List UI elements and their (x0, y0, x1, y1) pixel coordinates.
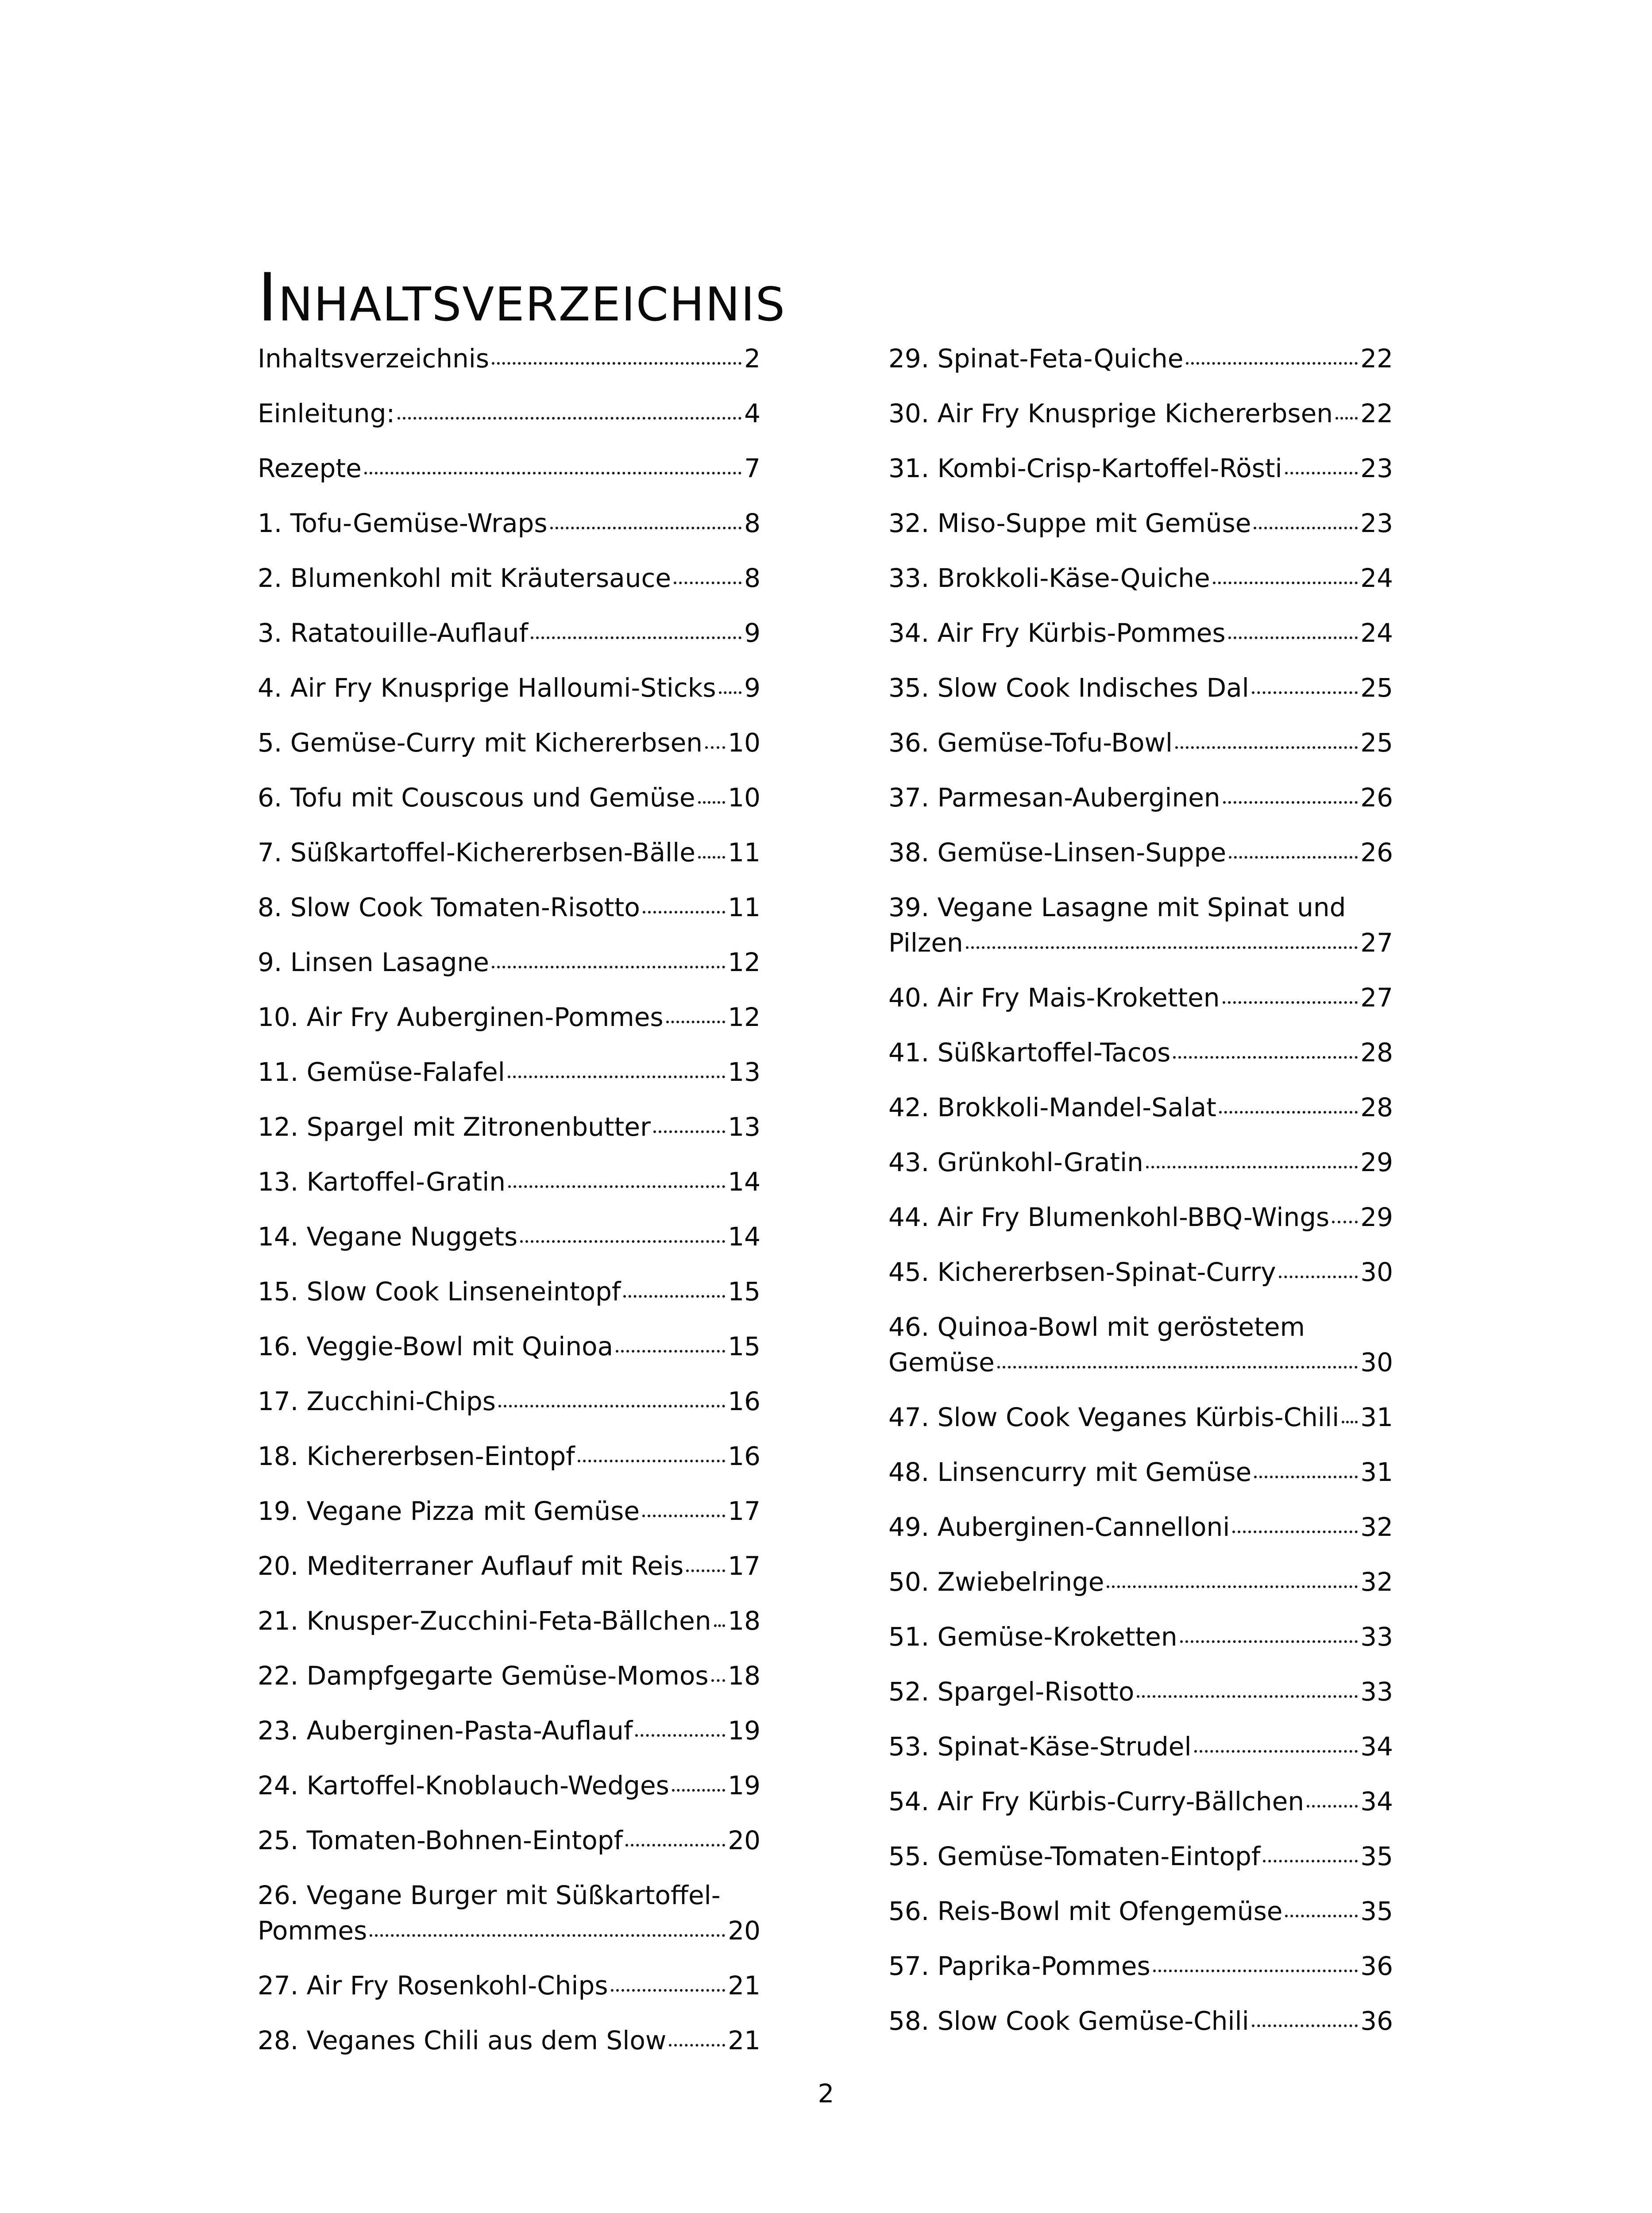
dot-leader (1285, 472, 1358, 474)
toc-entry-page: 17 (728, 1496, 760, 1526)
toc-entry-title: 21. Knusper-Zucchini-Feta-Bällchen (258, 1606, 711, 1636)
toc-entry-title: Gemüse (888, 1347, 995, 1377)
dot-leader (1194, 1750, 1358, 1753)
toc-entry-page: 23 (1360, 508, 1393, 538)
toc-entry-title: 22. Dampfgegarte Gemüse-Momos (258, 1661, 709, 1691)
toc-entry-title: 19. Vegane Pizza mit Gemüse (258, 1496, 640, 1526)
dot-leader (625, 1844, 725, 1847)
toc-entry[interactable] (888, 1400, 1393, 1435)
toc-entry-page: 21 (728, 2025, 760, 2055)
toc-entry-title: Inhaltsverzeichnis (258, 343, 490, 374)
toc-entry-page: 34 (1360, 1731, 1393, 1762)
toc-entry-page: 35 (1360, 1841, 1393, 1871)
dot-leader (966, 946, 1358, 949)
toc-entry[interactable] (888, 505, 1393, 541)
dot-leader (364, 472, 741, 474)
toc-column-left (258, 341, 760, 2078)
toc-entry-title: 52. Spargel-Risotto (888, 1677, 1135, 1707)
toc-entry-title: 9. Linsen Lasagne (258, 947, 489, 977)
toc-entry-page: 34 (1360, 1786, 1393, 1816)
toc-entry-page: 9 (744, 618, 760, 648)
toc-entry-page: 26 (1360, 783, 1393, 813)
toc-entry[interactable] (258, 835, 760, 870)
toc-column-right (888, 341, 1393, 2058)
toc-entry[interactable] (258, 1658, 760, 1693)
dot-leader (1342, 1421, 1358, 1423)
toc-entry-page: 36 (1360, 1951, 1393, 1981)
toc-entry-title: 44. Air Fry Blumenkohl-BBQ-Wings (888, 1202, 1330, 1232)
toc-entry-title: 47. Slow Cook Veganes Kürbis-Chili (888, 1402, 1339, 1432)
toc-entry[interactable] (258, 890, 760, 925)
toc-entry[interactable] (888, 1619, 1393, 1654)
toc-entry-title: 18. Kichererbsen-Eintopf (258, 1441, 575, 1471)
toc-entry-title: 12. Spargel mit Zitronenbutter (258, 1112, 651, 1142)
toc-entry-page: 24 (1360, 618, 1393, 648)
toc-entry[interactable] (888, 835, 1393, 870)
dot-leader (1228, 636, 1358, 639)
toc-entry-page: 11 (728, 892, 760, 922)
toc-entry-title: 20. Mediterraner Auflauf mit Reis (258, 1551, 684, 1581)
toc-entry[interactable] (888, 890, 1393, 960)
dot-leader (698, 801, 726, 804)
toc-entry[interactable] (258, 1054, 760, 1090)
toc-entry-title: 34. Air Fry Kürbis-Pommes (888, 618, 1226, 648)
dot-leader (1285, 1915, 1358, 1917)
toc-entry-title: 29. Spinat-Feta-Quiche (888, 343, 1184, 374)
dot-leader (508, 1185, 725, 1188)
dot-leader (1223, 1001, 1358, 1004)
dot-leader (398, 417, 741, 420)
toc-entry-page: 15 (728, 1276, 760, 1307)
toc-entry-page: 12 (728, 947, 760, 977)
toc-entry-page: 13 (728, 1112, 760, 1142)
dot-leader (711, 1679, 726, 1682)
toc-entry[interactable] (258, 2023, 760, 2058)
toc-entry[interactable] (888, 1309, 1393, 1380)
toc-entry[interactable] (888, 1784, 1393, 1819)
toc-entry[interactable] (258, 670, 760, 706)
dot-leader (1223, 801, 1358, 804)
toc-entry[interactable] (258, 1713, 760, 1748)
dot-leader (550, 527, 741, 529)
toc-entry-page: 32 (1360, 1512, 1393, 1542)
toc-entry[interactable] (888, 980, 1393, 1015)
toc-entry[interactable] (258, 451, 760, 486)
toc-entry-page: 21 (728, 1970, 760, 2001)
toc-entry-page: 11 (728, 837, 760, 867)
toc-entry-page: 19 (728, 1716, 760, 1746)
toc-entry[interactable] (258, 1878, 760, 1948)
dot-leader (1232, 1531, 1358, 1533)
toc-entry-title: 24. Kartoffel-Knoblauch-Wedges (258, 1770, 669, 1800)
toc-entry[interactable] (258, 780, 760, 815)
dot-leader (1180, 1640, 1358, 1643)
toc-entry[interactable] (888, 1035, 1393, 1070)
dot-leader (714, 1624, 726, 1627)
toc-entry-title: Pilzen (888, 928, 963, 958)
toc-entry-page: 23 (1360, 453, 1393, 483)
toc-entry-title-line: 46. Quinoa-Bowl mit geröstetem (888, 1312, 1305, 1342)
toc-entry[interactable] (258, 396, 760, 431)
toc-entry[interactable] (888, 1948, 1393, 1984)
toc-entry[interactable] (258, 1219, 760, 1254)
dot-leader (1137, 1695, 1358, 1698)
dot-leader (1219, 1111, 1358, 1114)
dot-leader (997, 1366, 1358, 1369)
dot-leader (719, 691, 741, 694)
dot-leader (666, 1021, 726, 1023)
toc-entry-title: 41. Süßkartoffel-Tacos (888, 1037, 1171, 1068)
toc-entry-page: 8 (744, 508, 760, 538)
toc-entry-title: 25. Tomaten-Bohnen-Eintopf (258, 1825, 623, 1855)
page-number: 2 (818, 2078, 834, 2109)
toc-entry-title: 56. Reis-Bowl mit Ofengemüse (888, 1896, 1283, 1926)
toc-entry[interactable] (258, 1329, 760, 1364)
toc-entry-title: 3. Ratatouille-Auflauf (258, 618, 528, 648)
dot-leader (669, 2044, 725, 2047)
toc-entry-page: 10 (728, 783, 760, 813)
toc-entry-title: 53. Spinat-Käse-Strudel (888, 1731, 1192, 1762)
toc-entry[interactable] (888, 560, 1393, 596)
toc-entry-page: 32 (1360, 1567, 1393, 1597)
dot-leader (686, 1569, 725, 1572)
toc-entry-page: 29 (1360, 1147, 1393, 1177)
dot-leader (498, 1405, 725, 1407)
toc-entry-page: 14 (728, 1222, 760, 1252)
toc-entry-page: 16 (728, 1386, 760, 1416)
dot-leader (611, 1989, 726, 1992)
dot-leader (520, 1240, 725, 1243)
toc-entry-page: 12 (728, 1002, 760, 1032)
toc-entry-page: 30 (1360, 1257, 1393, 1287)
toc-entry-title: 57. Paprika-Pommes (888, 1951, 1150, 1981)
toc-entry-title: 54. Air Fry Kürbis-Curry-Bällchen (888, 1786, 1305, 1816)
dot-leader (1307, 1805, 1358, 1808)
toc-entry-title: 10. Air Fry Auberginen-Pommes (258, 1002, 664, 1032)
dot-leader (623, 1295, 725, 1298)
toc-entry-title: 38. Gemüse-Linsen-Suppe (888, 837, 1227, 867)
toc-entry[interactable] (888, 396, 1393, 431)
dot-leader (1153, 1970, 1358, 1972)
dot-leader (698, 856, 725, 859)
toc-entry[interactable] (888, 1199, 1393, 1235)
toc-entry[interactable] (888, 1729, 1393, 1764)
toc-entry-page: 27 (1360, 928, 1393, 958)
toc-entry-title: 2. Blumenkohl mit Kräutersauce (258, 563, 672, 593)
dot-leader (1186, 362, 1358, 365)
toc-entry-page: 35 (1360, 1896, 1393, 1926)
toc-entry[interactable] (888, 341, 1393, 376)
toc-entry-page: 20 (728, 1916, 760, 1946)
toc-entry[interactable] (258, 1768, 760, 1803)
toc-entry-title: 50. Zwiebelringe (888, 1567, 1104, 1597)
toc-entry[interactable] (258, 560, 760, 596)
dot-leader (578, 1460, 726, 1462)
toc-entry[interactable] (258, 1493, 760, 1529)
toc-entry-title: 6. Tofu mit Couscous und Gemüse (258, 783, 695, 813)
toc-entry-title: 49. Auberginen-Cannelloni (888, 1512, 1230, 1542)
dot-leader (1173, 1056, 1358, 1059)
dot-leader (705, 746, 725, 749)
toc-entry[interactable] (888, 670, 1393, 706)
toc-entry-page: 13 (728, 1057, 760, 1087)
dot-leader (492, 966, 725, 968)
toc-entry-page: 31 (1360, 1457, 1393, 1487)
dot-leader (1107, 1585, 1358, 1588)
toc-entry-page: 36 (1360, 2006, 1393, 2036)
toc-entry-title: 48. Linsencurry mit Gemüse (888, 1457, 1252, 1487)
toc-entry[interactable] (888, 451, 1393, 486)
toc-entry-title: 33. Brokkoli-Käse-Quiche (888, 563, 1210, 593)
toc-entry[interactable] (258, 1384, 760, 1419)
toc-entry-page: 25 (1360, 673, 1393, 703)
toc-entry[interactable] (888, 780, 1393, 815)
toc-entry[interactable] (258, 1164, 760, 1199)
toc-entry[interactable] (258, 1109, 760, 1145)
toc-entry-title: 30. Air Fry Knusprige Kichererbsen (888, 398, 1333, 428)
dot-leader (672, 1789, 725, 1792)
toc-entry-page: 8 (744, 563, 760, 593)
toc-entry[interactable] (888, 1454, 1393, 1490)
toc-entry[interactable] (888, 615, 1393, 651)
toc-entry-page: 18 (728, 1606, 760, 1636)
toc-entry[interactable] (258, 615, 760, 651)
toc-entry-page: 27 (1360, 983, 1393, 1013)
toc-entry-title: Pommes (258, 1916, 367, 1946)
toc-entry[interactable] (258, 1968, 760, 2003)
toc-entry-page: 24 (1360, 563, 1393, 593)
toc-entry[interactable] (258, 945, 760, 980)
toc-entry-page: 18 (728, 1661, 760, 1691)
toc-entry-title: 31. Kombi-Crisp-Kartoffel-Rösti (888, 453, 1282, 483)
dot-leader (1252, 691, 1358, 694)
toc-entry[interactable] (258, 505, 760, 541)
toc-entry[interactable] (888, 1674, 1393, 1709)
page-title: Inhaltsverzeichnis (258, 259, 786, 336)
toc-entry[interactable] (888, 1254, 1393, 1290)
toc-entry[interactable] (888, 1564, 1393, 1600)
toc-entry-page: 2 (744, 343, 760, 374)
toc-entry-title: 45. Kichererbsen-Spinat-Curry (888, 1257, 1276, 1287)
toc-entry-page: 33 (1360, 1622, 1393, 1652)
toc-entry[interactable] (888, 1839, 1393, 1874)
toc-entry-page: 26 (1360, 837, 1393, 867)
toc-entry-page: 17 (728, 1551, 760, 1581)
toc-entry-page: 31 (1360, 1402, 1393, 1432)
toc-entry-page: 9 (744, 673, 760, 703)
dot-leader (1263, 1860, 1358, 1862)
toc-entry-page: 25 (1360, 728, 1393, 758)
dot-leader (1252, 2024, 1358, 2027)
toc-entry[interactable] (888, 2003, 1393, 2039)
toc-entry[interactable] (258, 341, 760, 376)
toc-entry-title: 23. Auberginen-Pasta-Auflauf (258, 1716, 633, 1746)
dot-leader (1146, 1166, 1358, 1168)
toc-entry-title: 35. Slow Cook Indisches Dal (888, 673, 1249, 703)
toc-entry-title: 36. Gemüse-Tofu-Bowl (888, 728, 1173, 758)
toc-entry-page: 30 (1360, 1347, 1393, 1377)
toc-entry-title-line: 26. Vegane Burger mit Süßkartoffel- (258, 1880, 721, 1910)
toc-entry[interactable] (888, 1509, 1393, 1545)
dot-leader (1213, 582, 1358, 584)
toc-entry-title: 14. Vegane Nuggets (258, 1222, 518, 1252)
dot-leader (1254, 527, 1358, 529)
dot-leader (1332, 1221, 1358, 1223)
toc-entry-page: 28 (1360, 1037, 1393, 1068)
toc-entry[interactable] (888, 1893, 1393, 1929)
toc-entry-page: 20 (728, 1825, 760, 1855)
toc-entry-title: 7. Süßkartoffel-Kichererbsen-Bälle (258, 837, 695, 867)
toc-entry[interactable] (258, 725, 760, 760)
toc-entry-title: 43. Grünkohl-Gratin (888, 1147, 1143, 1177)
dot-leader (1279, 1276, 1358, 1278)
toc-entry-title: 32. Miso-Suppe mit Gemüse (888, 508, 1251, 538)
toc-entry-page: 22 (1360, 343, 1393, 374)
toc-entry-title-line: 39. Vegane Lasagne mit Spinat und (888, 892, 1346, 922)
toc-entry-page: 10 (728, 728, 760, 758)
dot-leader (508, 1076, 725, 1078)
dot-leader (642, 1515, 725, 1517)
toc-entry[interactable] (258, 1823, 760, 1858)
toc-entry[interactable] (888, 1090, 1393, 1125)
toc-entry-title: 28. Veganes Chili aus dem Slow (258, 2025, 667, 2055)
dot-leader (616, 1350, 725, 1353)
toc-entry-title: 8. Slow Cook Tomaten-Risotto (258, 892, 640, 922)
toc-entry-title: 51. Gemüse-Kroketten (888, 1622, 1177, 1652)
dot-leader (370, 1934, 725, 1937)
toc-entry-title: 42. Brokkoli-Mandel-Salat (888, 1092, 1216, 1122)
toc-entry[interactable] (888, 1145, 1393, 1180)
toc-entry-title: 55. Gemüse-Tomaten-Eintopf (888, 1841, 1261, 1871)
toc-entry-title: 1. Tofu-Gemüse-Wraps (258, 508, 548, 538)
toc-entry-page: 14 (728, 1167, 760, 1197)
dot-leader (635, 1734, 725, 1737)
toc-entry-title: Einleitung: (258, 398, 395, 428)
toc-entry[interactable] (258, 1603, 760, 1639)
toc-entry-title: 17. Zucchini-Chips (258, 1386, 496, 1416)
toc-entry-page: 4 (744, 398, 760, 428)
toc-entry[interactable] (258, 1548, 760, 1584)
toc-entry-page: 33 (1360, 1677, 1393, 1707)
toc-entry[interactable] (258, 1438, 760, 1474)
toc-entry-title: 40. Air Fry Mais-Kroketten (888, 983, 1220, 1013)
dot-leader (492, 362, 741, 365)
toc-entry-page: 29 (1360, 1202, 1393, 1232)
dot-leader (1175, 746, 1358, 749)
toc-entry[interactable] (258, 999, 760, 1035)
toc-entry-title: 15. Slow Cook Linseneintopf (258, 1276, 621, 1307)
dot-leader (1335, 417, 1358, 420)
dot-leader (653, 1130, 725, 1133)
toc-entry-page: 15 (728, 1331, 760, 1361)
toc-entry[interactable] (258, 1274, 760, 1309)
toc-entry-title: 11. Gemüse-Falafel (258, 1057, 505, 1087)
dot-leader (1254, 1476, 1358, 1478)
toc-entry-page: 16 (728, 1441, 760, 1471)
toc-entry-title: 27. Air Fry Rosenkohl-Chips (258, 1970, 608, 2001)
toc-entry-title: 4. Air Fry Knusprige Halloumi-Sticks (258, 673, 716, 703)
toc-entry-page: 19 (728, 1770, 760, 1800)
dot-leader (1229, 856, 1358, 859)
toc-entry-page: 22 (1360, 398, 1393, 428)
toc-entry-title: 58. Slow Cook Gemüse-Chili (888, 2006, 1249, 2036)
toc-entry-title: 5. Gemüse-Curry mit Kichererbsen (258, 728, 703, 758)
dot-leader (643, 911, 725, 914)
toc-entry-page: 7 (744, 453, 760, 483)
dot-leader (531, 636, 741, 639)
dot-leader (674, 582, 741, 584)
toc-entry-title: Rezepte (258, 453, 362, 483)
toc-entry[interactable] (888, 725, 1393, 760)
toc-entry-page: 28 (1360, 1092, 1393, 1122)
toc-entry-title: 37. Parmesan-Auberginen (888, 783, 1220, 813)
toc-entry-title: 13. Kartoffel-Gratin (258, 1167, 506, 1197)
toc-entry-title: 16. Veggie-Bowl mit Quinoa (258, 1331, 614, 1361)
